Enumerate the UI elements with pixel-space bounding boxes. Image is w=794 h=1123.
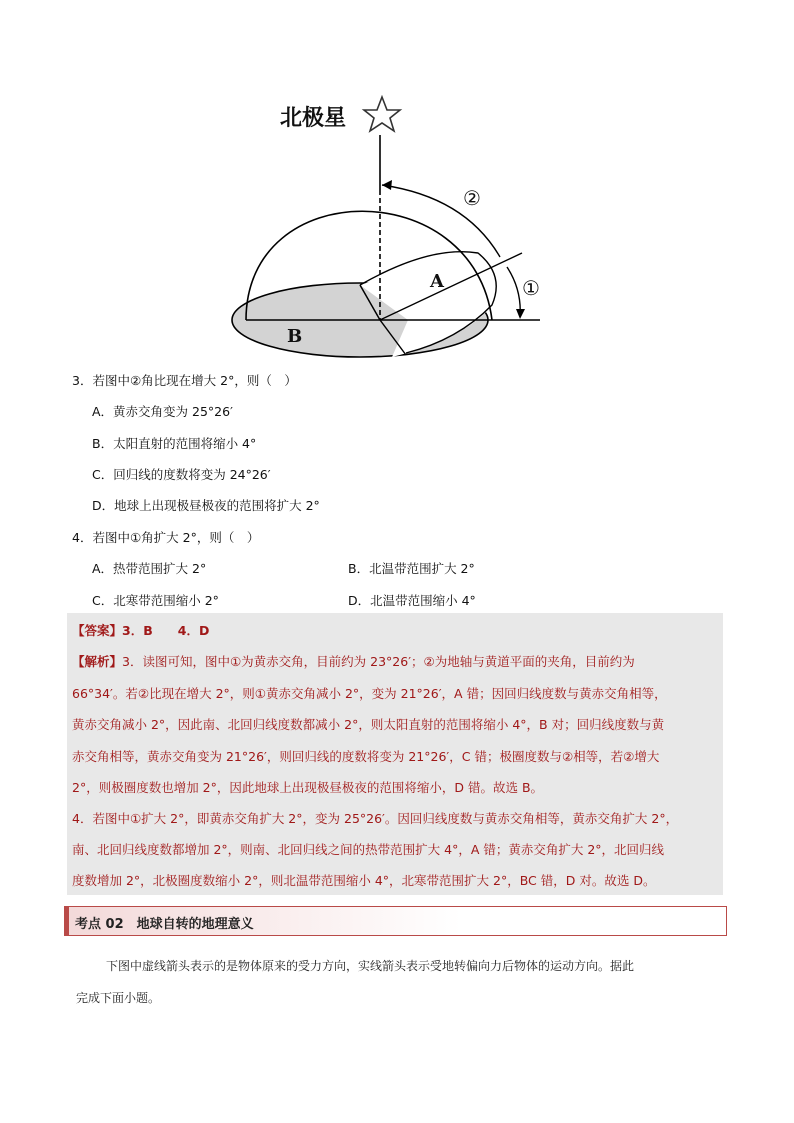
ecliptic-diagram	[230, 95, 560, 365]
label-angle-2: ②	[463, 186, 481, 210]
answer-text: 3．B 4．D	[122, 623, 210, 638]
analysis-text: 3．读图可知，图中①为黄赤交角，目前约为 23°26′；②为地轴与黄道平面的夹角，目前约为	[122, 654, 635, 669]
label-b: B	[287, 326, 303, 347]
star-icon	[364, 97, 400, 131]
analysis-line-2: 66°34′。若②比现在增大 2°，则①黄赤交角减小 2°，变为 21°26′，A 错；因回归线度数与黄赤交角相等，	[72, 686, 667, 701]
angle-arc-2	[382, 185, 500, 257]
arc-1-arrowhead	[516, 309, 525, 319]
answer-line	[72, 623, 209, 639]
analysis-line-6: 4．若图中①扩大 2°，即黄赤交角扩大 2°，变为 25°26′。因回归线度数与黄赤交角相等，黄赤交角扩大 2°，	[72, 811, 679, 826]
question-3-stem: 3．若图中②角比现在增大 2°，则（ ）	[72, 373, 297, 388]
question-3-option-d: D．地球上出现极昼极夜的范围将扩大 2°	[92, 498, 320, 513]
section-header	[64, 906, 727, 936]
section-header-bar	[65, 907, 69, 935]
analysis-line-1	[72, 654, 635, 670]
intro-line-1: 下图中虚线箭头表示的是物体原来的受力方向，实线箭头表示受地转偏向力后物体的运动方向。据此	[106, 959, 635, 973]
question-3-option-a: A．黄赤交角变为 25°26′	[92, 404, 233, 419]
question-3-option-b: B．太阳直射的范围将缩小 4°	[92, 436, 257, 451]
analysis-line-8: 度数增加 2°，北极圈度数缩小 2°，则北温带范围缩小 4°，北寒带范围扩大 2°，BC 错，D 对。故选 D。	[72, 873, 656, 888]
question-4-option-a: A．热带范围扩大 2°	[92, 561, 207, 576]
analysis-line-5: 2°，则极圈度数也增加 2°，因此地球上出现极昼极夜的范围将缩小，D 错。故选 B。	[72, 780, 544, 795]
analysis-line-3: 黄赤交角减小 2°，因此南、北回归线度数都减小 2°，则太阳直射的范围将缩小 4°，B 对；回归线度数与黄	[72, 717, 665, 732]
arc-2-arrowhead	[382, 180, 392, 190]
question-4-option-d: D．北温带范围缩小 4°	[348, 593, 476, 608]
analysis-line-4: 赤交角相等，黄赤交角变为 21°26′，则回归线的度数将变为 21°26′，C 错；极圈度数与②相等，若②增大	[72, 749, 660, 764]
label-a: A	[430, 271, 444, 292]
analysis-line-7: 南、北回归线度数都增加 2°，则南、北回归线之间的热带范围扩大 4°，A 错；黄赤交角扩大 2°，北回归线	[72, 842, 665, 857]
question-4-option-b: B．北温带范围扩大 2°	[348, 561, 475, 576]
question-4-option-c: C．北寒带范围缩小 2°	[92, 593, 219, 608]
question-3-option-c: C．回归线的度数将变为 24°26′	[92, 467, 271, 482]
section-title: 考点 02 地球自转的地理意义	[75, 917, 254, 932]
question-4-stem: 4．若图中①角扩大 2°，则（ ）	[72, 530, 260, 545]
north-star-label: 北极星	[280, 106, 347, 131]
analysis-label: 【解析】	[72, 654, 123, 669]
intro-line-2: 完成下面小题。	[76, 991, 161, 1005]
answer-label: 【答案】	[72, 623, 123, 638]
label-angle-1: ①	[522, 276, 540, 300]
